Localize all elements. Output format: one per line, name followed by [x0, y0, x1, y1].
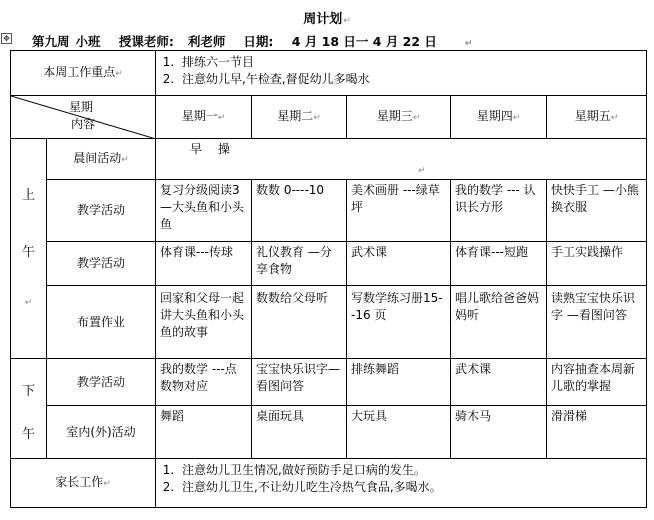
date-label: 日期: 4 月 18 日一 4 月 22 日 — [243, 34, 437, 49]
parents-list — [160, 462, 642, 496]
focus-item: 2. 注意幼儿早,午检查,督促幼儿多喝水 — [178, 71, 642, 88]
period-pm-char-2: 午 — [21, 427, 35, 442]
period-am-char-2: 午 — [21, 245, 35, 260]
paragraph-mark-icon: ↵ — [24, 298, 33, 308]
teaching-row-2 — [11, 242, 647, 286]
content-label: 内容 — [71, 117, 96, 131]
period-am — [11, 139, 47, 359]
focus-label-cell: 本周工作重点↵ — [11, 51, 156, 96]
day-header-mon: 星期一↵ — [156, 96, 252, 139]
document-title — [0, 8, 654, 27]
teacher-label: 授课老师: 利老师 — [118, 34, 226, 49]
cell-tue: 数数 0----10 — [252, 180, 347, 242]
parents-content-cell — [156, 459, 647, 508]
plan-subtitle — [32, 32, 472, 50]
cell-tue: 数数给父母听 — [252, 286, 347, 359]
paragraph-mark-icon: ↵ — [464, 39, 473, 49]
cell-mon: 舞蹈 — [156, 406, 252, 459]
cell-tue: 桌面玩具 — [252, 406, 347, 459]
indoor-row — [11, 406, 647, 459]
day-header-tue: 星期二↵ — [252, 96, 347, 139]
cell-mon: 我的数学 ---点数物对应 — [156, 359, 252, 406]
parents-item: 2. 注意幼儿卫生,不让幼儿吃生冷热气食品,多喝水。 — [178, 479, 642, 496]
focus-list — [160, 54, 642, 88]
indoor-label: 室内(外)活动 — [47, 406, 156, 459]
morning-label: 晨间活动↵ — [47, 139, 156, 180]
teaching-row-1 — [11, 180, 647, 242]
cell-fri: 快快手工 —小熊换衣服 — [547, 180, 647, 242]
day-header-thu: 星期四↵ — [451, 96, 547, 139]
homework-label: 布置作业 — [47, 286, 156, 359]
morning-content: 早 操 ↵ — [156, 139, 647, 180]
cell-thu: 我的数学 --- 认识长方形 — [451, 180, 547, 242]
teaching-row-3 — [11, 359, 647, 406]
cell-thu: 骑木马 — [451, 406, 547, 459]
cell-wed: 排练舞蹈 — [347, 359, 451, 406]
day-header-fri: 星期五↵ — [547, 96, 647, 139]
period-pm-char-1: 下 — [21, 384, 35, 399]
focus-content-cell — [156, 51, 647, 96]
cell-mon: 体育课---传球 — [156, 242, 252, 286]
paragraph-mark-icon: ↵ — [343, 16, 351, 26]
morning-row — [11, 139, 647, 180]
cell-wed: 大玩具 — [347, 406, 451, 459]
paragraph-mark-icon: ↵ — [418, 166, 426, 176]
cell-mon: 回家和父母一起讲大头鱼和小头鱼的故事 — [156, 286, 252, 359]
header-row — [11, 96, 647, 139]
parents-label-cell: 家长工作↵ — [11, 459, 156, 508]
period-am-char-1: 上 — [21, 188, 35, 203]
cell-wed: 武术课 — [347, 242, 451, 286]
cell-fri: 手工实践操作 — [547, 242, 647, 286]
focus-item: 1. 排练六一节目 — [178, 54, 642, 71]
cell-fri: 读熟宝宝快乐识字 —看图问答 — [547, 286, 647, 359]
period-pm — [11, 359, 47, 459]
teaching-label: 教学活动 — [47, 359, 156, 406]
homework-row — [11, 286, 647, 359]
header-diagonal-cell — [11, 96, 156, 139]
cell-tue: 礼仪教育 —分享食物 — [252, 242, 347, 286]
cell-fri: 内容抽查本周新儿歌的掌握 — [547, 359, 647, 406]
teaching-label: 教学活动 — [47, 242, 156, 286]
focus-row — [11, 51, 647, 96]
parents-item: 1. 注意幼儿卫生情况,做好预防手足口病的发生。 — [178, 462, 642, 479]
weekly-plan-table — [10, 50, 647, 508]
parents-row — [11, 459, 647, 508]
class-label: 小班 — [75, 34, 101, 49]
cell-thu: 体育课---短跑 — [451, 242, 547, 286]
table-move-handle-icon[interactable]: ✥ — [1, 33, 12, 44]
cell-wed: 写数学练习册15--16 页 — [347, 286, 451, 359]
cell-tue: 宝宝快乐识字—看图问答 — [252, 359, 347, 406]
cell-thu: 武术课 — [451, 359, 547, 406]
cell-mon: 复习分级阅读3—大头鱼和小头鱼 — [156, 180, 252, 242]
day-header-wed: 星期三↵ — [347, 96, 451, 139]
day-label: 星期 — [69, 100, 94, 114]
cell-thu: 唱儿歌给爸爸妈妈听 — [451, 286, 547, 359]
cell-fri: 滑滑梯 — [547, 406, 647, 459]
cell-wed: 美术画册 ---绿草坪 — [347, 180, 451, 242]
title-text: 周计划 — [303, 12, 343, 27]
teaching-label: 教学活动 — [47, 180, 156, 242]
week-label: 第九周 — [32, 34, 70, 49]
